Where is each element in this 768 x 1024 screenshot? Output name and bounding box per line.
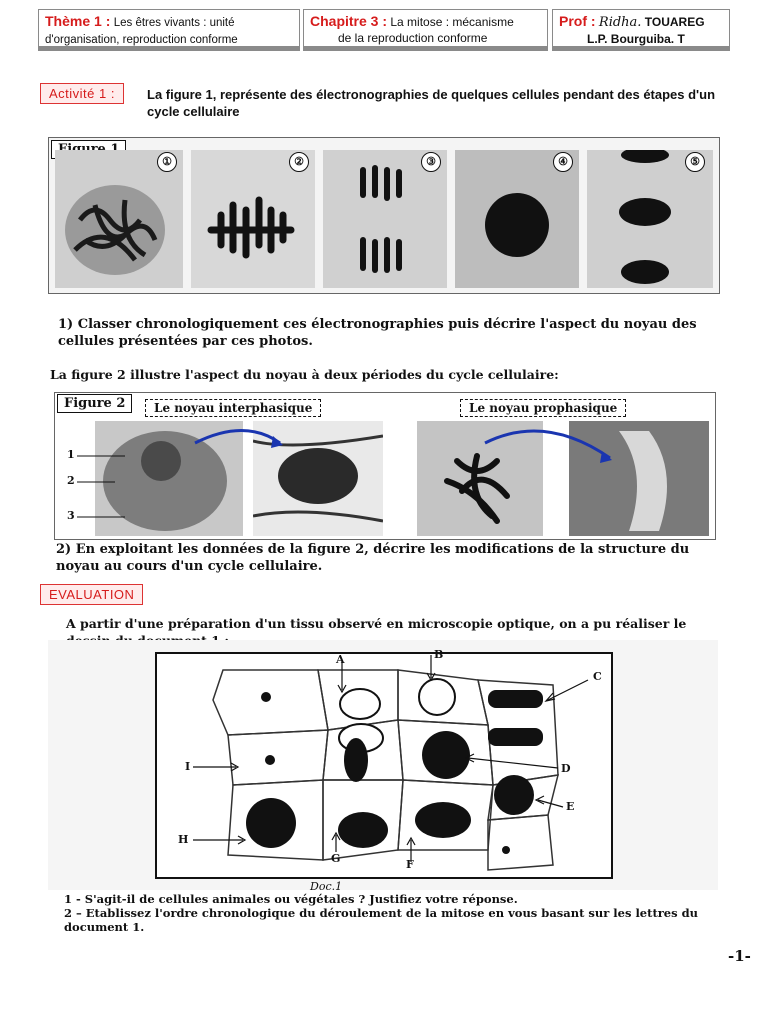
photo-number-2: ②: [289, 152, 309, 172]
question-2: 2) En exploitant les données de la figure 2, décrire les modifications de la structure du noyau au cours d'un cycle cellulaire.: [56, 542, 690, 574]
doc1-letter-I: I: [185, 760, 191, 773]
evaluation-label: EVALUATION: [40, 584, 143, 605]
header-theme: [38, 9, 300, 51]
interphase-caption: Le noyau interphasique: [145, 399, 321, 417]
figure2-label-1: 1: [67, 448, 75, 461]
school-name: L.P. Bourguiba. T: [587, 32, 685, 46]
theme-text: Les êtres vivants : unité d'organisation, reproduction conforme: [45, 17, 238, 46]
interphase-cell-image: [95, 421, 243, 536]
activity-intro: La figure 1, représente des électronographies de quelques cellules pendant des étapes d'un cycle cellulaire: [147, 87, 716, 119]
chapter-text-2: de la reproduction conforme: [338, 31, 488, 45]
evaluation-q1-text: - S'agit-il de cellules animales ou végétales ? Justifiez votre réponse.: [72, 892, 518, 906]
evaluation-q2-text: – Etablissez l'ordre chronologique du déroulement de la mitose en vous basant sur les lettres du document 1.: [64, 906, 699, 934]
figure2-label-3: 3: [67, 509, 75, 522]
header-prof: [552, 9, 730, 51]
prof-name: TOUAREG: [644, 15, 705, 29]
evaluation-q1-number: 1: [64, 892, 73, 906]
prophase-caption: Le noyau prophasique: [460, 399, 626, 417]
chapter-text-1: La mitose : mécanisme: [390, 15, 514, 29]
evaluation-question-2: [64, 906, 714, 934]
doc1-letter-F: F: [406, 858, 414, 871]
doc1-letter-C: C: [593, 670, 602, 683]
prophase-cell-image: [417, 421, 543, 536]
photo-number-4: ④: [553, 152, 573, 172]
evaluation-intro: A partir d'une préparation d'un tissu observé en microscopie optique, on a pu réaliser le: [66, 616, 687, 631]
condensed-chromosome-image: [569, 421, 709, 536]
doc1-letter-B: B: [434, 648, 444, 661]
prof-label: Prof :: [559, 13, 596, 29]
doc1-letter-E: E: [566, 800, 575, 813]
header-chapter: [303, 9, 548, 51]
photo-number-3: ③: [421, 152, 441, 172]
evaluation-q2-number: 2: [64, 906, 73, 920]
doc1-caption: Doc.1: [310, 880, 343, 893]
prophase-cell-photo: [417, 421, 543, 536]
page-number: -1-: [728, 947, 751, 965]
figure2-title: Figure 2: [57, 394, 132, 413]
chapter-label: Chapitre 3 :: [310, 13, 388, 29]
theme-label: Thème 1 :: [45, 13, 111, 29]
prophase-detail-photo: [569, 421, 709, 536]
figure2-label-2: 2: [67, 474, 75, 487]
activity-label: Activité 1 :: [40, 83, 124, 104]
doc1-letter-D: D: [561, 762, 571, 775]
doc1-letter-G: G: [331, 852, 341, 865]
photo-number-5: ⑤: [685, 152, 705, 172]
evaluation-question-1: [64, 892, 724, 907]
question-1: 1) Classer chronologiquement ces électronographies puis décrire l'aspect du noyau des cellules présentées par ces photos.: [58, 317, 697, 349]
doc1-letter-H: H: [178, 833, 189, 846]
document1-drawing: [48, 640, 718, 890]
document1-panel: [48, 640, 718, 893]
chromatin-detail-image: [253, 421, 383, 536]
interphase-detail-photo: [253, 421, 383, 536]
figure2-intro: La figure 2 illustre l'aspect du noyau à deux périodes du cycle cellulaire:: [50, 367, 559, 382]
doc1-letter-A: A: [336, 653, 345, 666]
prof-signature: Ridha.: [598, 15, 642, 30]
interphase-cell-photo: [95, 421, 243, 536]
photo-number-1: ①: [157, 152, 177, 172]
figure2-panel: [54, 392, 716, 540]
figure1-panel: [48, 137, 720, 294]
